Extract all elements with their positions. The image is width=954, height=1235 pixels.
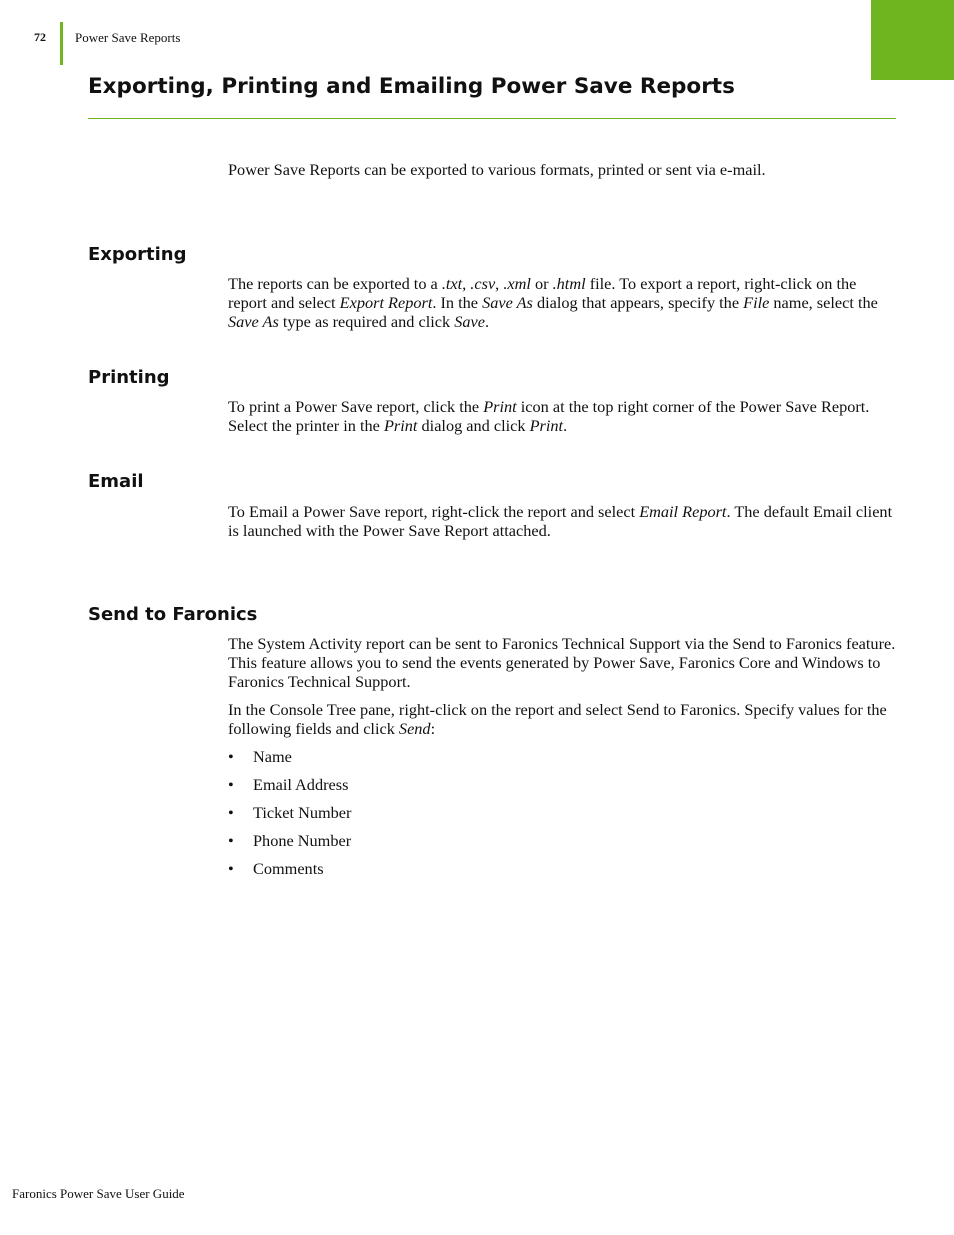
footer-guide-title: Faronics Power Save User Guide [12,1186,185,1201]
corner-accent-block [871,0,954,80]
send-paragraph-1: The System Activity report can be sent to Faronics Technical Support via the Send to Faronics feature. This feature allows you to send the events generated by Power Save, Faronics Core and Windows to Faronics Technical Support. [228,634,896,691]
exporting-heading: Exporting [88,244,187,265]
exporting-paragraph [228,274,896,331]
email-paragraph [228,502,896,540]
send-to-faronics-section [228,634,896,887]
list-item: • Phone Number [228,831,896,859]
list-item: • Email Address [228,775,896,803]
fields-list [228,747,896,887]
page-title: Exporting, Printing and Emailing Power Save Reports [88,74,735,99]
list-item: • Name [228,747,896,775]
printing-text: To print a Power Save report, click the Print icon at the top right corner of the Power Save Report. Select the printer in the Print dialog and click Print. [228,397,870,435]
send-paragraph-2: In the Console Tree pane, right-click on the report and select Send to Faronics. Specify values for the following fields and click Send: [228,700,887,738]
intro-paragraph: Power Save Reports can be exported to various formats, printed or sent via e-mail. [228,160,766,179]
printing-paragraph [228,397,896,435]
email-heading: Email [88,471,144,492]
email-text: To Email a Power Save report, right-click the report and select Email Report. The default Email client is launched with the Power Save Report attached. [228,502,893,540]
title-underline [88,118,896,119]
list-item: • Ticket Number [228,803,896,831]
list-item: • Comments [228,859,896,887]
exporting-text: The reports can be exported to a .txt, .csv, .xml or .html file. To export a report, right-click on the report and select Export Report. In the Save As dialog that appears, specify the File name, select the Save As type as required and click Save. [228,274,878,331]
send-to-faronics-heading: Send to Faronics [88,604,258,625]
page-number: 72 [34,30,46,44]
header-divider [60,22,63,65]
printing-heading: Printing [88,367,170,388]
running-header: Power Save Reports [75,30,181,45]
